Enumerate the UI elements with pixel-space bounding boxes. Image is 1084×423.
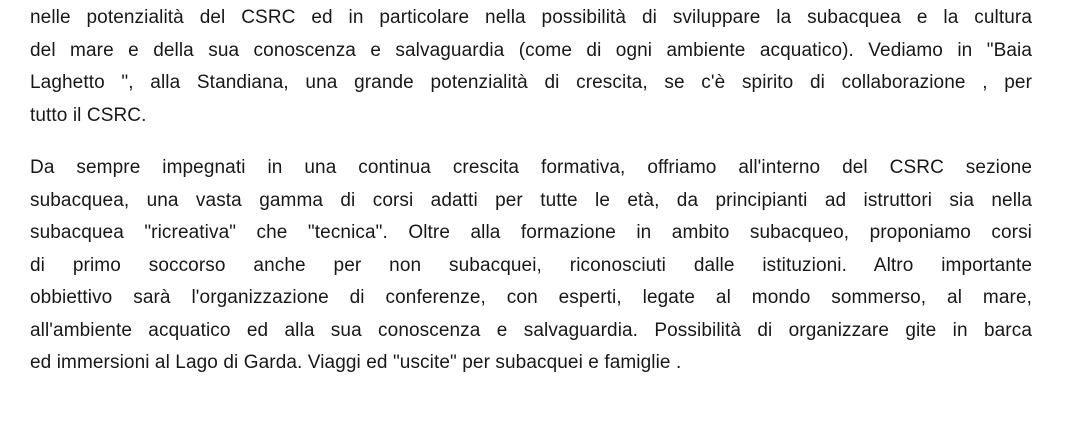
- text-line: Da sempre impegnati in una continua crescita formativa, offriamo all'interno del CSRC sezione: [30, 157, 1032, 178]
- text-line: del mare e della sua conoscenza e salvaguardia (come di ogni ambiente acquatico). Vediamo in "Baia: [30, 39, 1032, 61]
- text-line: subacquea, una vasta gamma di corsi adatti per tutte le età, da principianti ad istruttori sia nella: [30, 189, 1032, 211]
- text-block: [30, 2, 1032, 400]
- text-line: subacquea "ricreativa" che "tecnica". Oltre alla formazione in ambito subacqueo, proponiamo corsi: [30, 222, 1032, 243]
- text-line: di primo soccorso anche per non subacquei, riconosciuti dalle istituzioni. Altro importante: [30, 254, 1032, 276]
- paragraph-2: [30, 152, 1032, 380]
- text-line: tutto il CSRC.: [30, 104, 147, 126]
- text-line: Laghetto ", alla Standiana, una grande potenzialità di crescita, se c'è spirito di collaborazione , per: [30, 72, 1032, 93]
- text-line: ed immersioni al Lago di Garda. Viaggi ed "uscite" per subacquei e famiglie .: [30, 352, 682, 373]
- text-line: all'ambiente acquatico ed alla sua conoscenza e salvaguardia. Possibilità di organizzare gite in barca: [30, 319, 1032, 341]
- paragraph-1: [30, 2, 1032, 132]
- text-line: obbiettivo sarà l'organizzazione di conferenze, con esperti, legate al mondo sommerso, al mare,: [30, 287, 1032, 308]
- text-line: nelle potenzialità del CSRC ed in particolare nella possibilità di sviluppare la subacquea e la cultura: [30, 7, 1032, 28]
